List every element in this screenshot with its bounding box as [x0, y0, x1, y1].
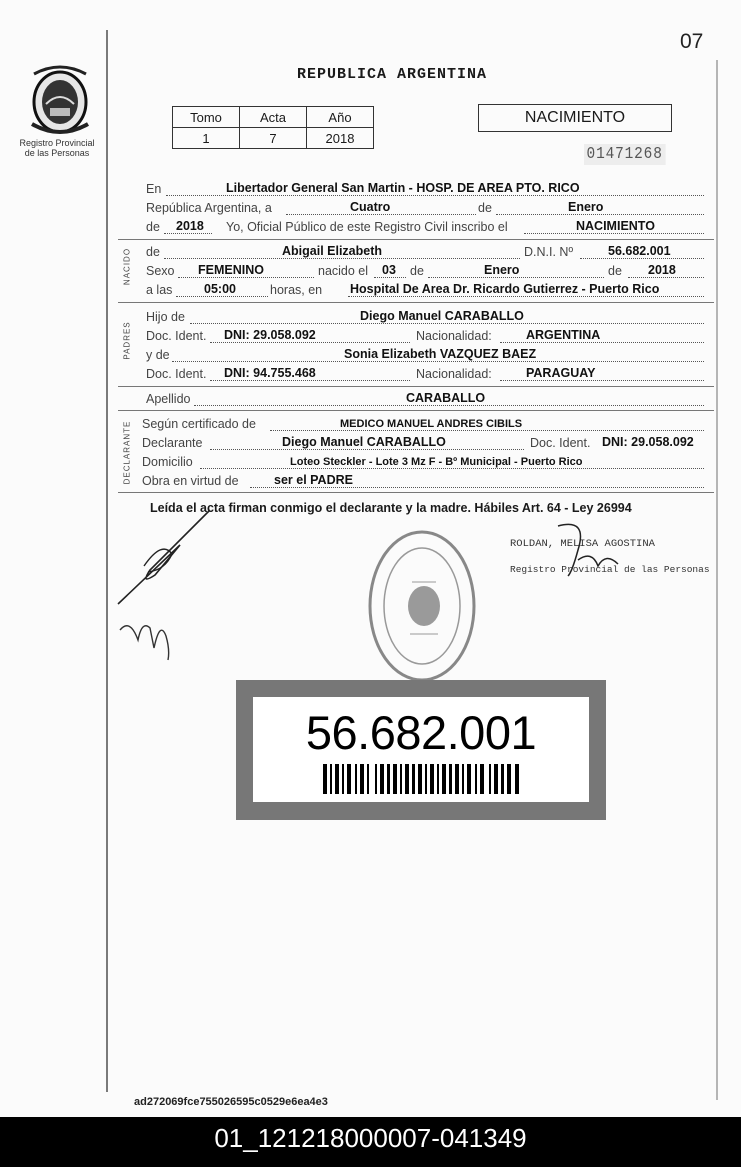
barcode-number: 56.682.001: [305, 706, 537, 759]
official-name: ROLDAN, MELISA AGOSTINA: [510, 538, 655, 550]
certificate-line: Según certificado de MEDICO MANUEL ANDRES CIBILS: [142, 415, 706, 433]
date-line: República Argentina, a Cuatro de Enero: [146, 199, 706, 217]
barcode-block: [236, 680, 606, 820]
mother-doc-line: Doc. Ident. DNI: 94.755.468 Nacionalidad: PARAGUAY: [146, 365, 706, 383]
declarante-name: Diego Manuel CARABALLO: [282, 435, 446, 449]
acta-header: Acta: [240, 107, 307, 128]
registry-table: [172, 106, 374, 149]
seal-caption: Registro Provincial de las Personas: [19, 138, 95, 158]
place-line: En Libertador General San Martin - HOSP. DE AREA PTO. RICO: [146, 180, 706, 198]
father-name: Diego Manuel CARABALLO: [360, 309, 524, 323]
tomo-header: Tomo: [173, 107, 240, 128]
birth-place: Hospital De Area Dr. Ricardo Gutierrez - Puerto Rico: [350, 282, 660, 296]
tomo-value: 1: [173, 128, 240, 149]
mother-line: y de Sonia Elizabeth VAZQUEZ BAEZ: [146, 346, 706, 364]
provincial-seal-icon: [24, 60, 96, 136]
nacido-name-line: de Abigail Elizabeth D.N.I. Nº 56.682.001: [146, 243, 706, 261]
declarante-section-label: DECLARANTE: [122, 420, 132, 485]
page-number: 07: [680, 30, 704, 53]
anio-header: Año: [307, 107, 374, 128]
obra-line: Obra en virtud de ser el PADRE: [142, 472, 706, 490]
acta-value: 7: [240, 128, 307, 149]
place-value: Libertador General San Martin - HOSP. DE AREA PTO. RICO: [226, 181, 580, 195]
anio-value: 2018: [307, 128, 374, 149]
footer-code: 01_121218000007-041349: [0, 1117, 741, 1167]
nacido-section-label: NACIDO: [122, 247, 132, 286]
official-stamp-icon: [362, 526, 482, 686]
page-border-right: [716, 60, 718, 1100]
serial-number: 01471268: [584, 144, 665, 165]
child-dni: 56.682.001: [608, 244, 671, 258]
closing-text: Leída el acta firman conmigo el declarante y la madre. Hábiles Art. 64 - Ley 26994: [150, 501, 632, 515]
padres-section-label: PADRES: [122, 321, 132, 360]
child-name: Abigail Elizabeth: [282, 244, 383, 258]
father-line: Hijo de Diego Manuel CARABALLO: [146, 308, 706, 326]
document-title: REPUBLICA ARGENTINA: [297, 66, 488, 83]
act-type-box: NACIMIENTO: [478, 104, 672, 132]
officer-line: de 2018 Yo, Oficial Público de este Registro Civil inscribo el NACIMIENTO: [146, 218, 706, 236]
declarante-line: Declarante Diego Manuel CARABALLO Doc. Ident. DNI: 29.058.092: [142, 435, 694, 450]
document-hash: ad272069fce755026595c0529e6ea4e3: [134, 1096, 328, 1108]
father-doc-line: Doc. Ident. DNI: 29.058.092 Nacionalidad: ARGENTINA: [146, 327, 706, 345]
surname-value: CARABALLO: [406, 391, 486, 405]
barcode-icon: [323, 764, 519, 794]
apellido-line: Apellido CARABALLO: [146, 390, 706, 408]
declarante-signature-icon: [110, 500, 230, 670]
domicilio-line: Domicilio Loteo Steckler - Lote 3 Mz F - Bº Municipal - Puerto Rico: [142, 453, 706, 471]
official-role: Registro Provincial de las Personas: [510, 564, 710, 575]
official-signature-icon: [548, 520, 638, 580]
nacido-sex-line: Sexo FEMENINO nacido el 03 de Enero de 2018: [146, 262, 706, 280]
mother-name: Sonia Elizabeth VAZQUEZ BAEZ: [344, 347, 537, 361]
page-border-left: [106, 30, 108, 1092]
nacido-time-line: a las 05:00 horas, en Hospital De Area Dr. Ricardo Gutierrez - Puerto Rico: [146, 281, 706, 299]
